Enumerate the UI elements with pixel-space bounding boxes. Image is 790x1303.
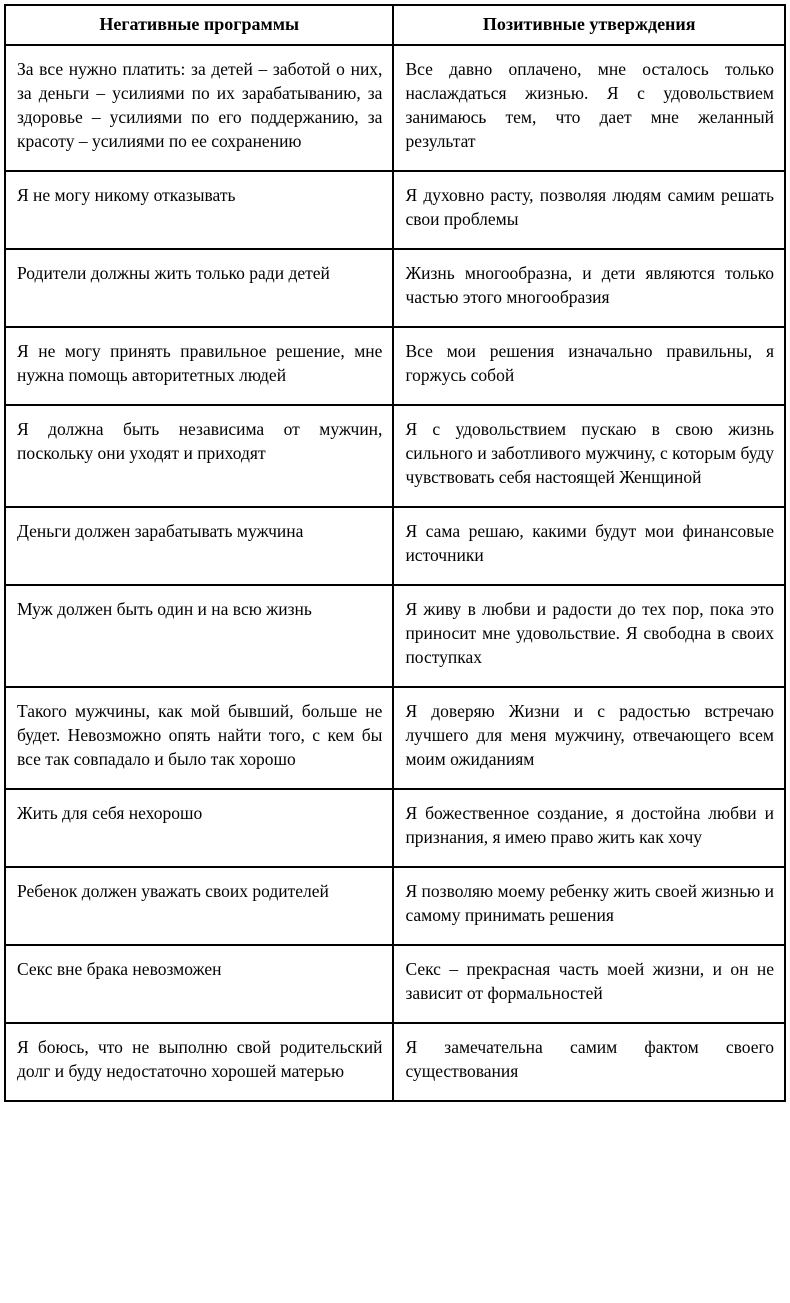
negative-program-cell: Я боюсь, что не выполню свой родительский долг и буду недостаточно хорошей матерью <box>5 1023 393 1101</box>
positive-affirmation-cell: Я позволяю моему ребенку жить своей жизнью и самому принимать решения <box>393 867 785 945</box>
negative-program-cell: Ребенок должен уважать своих родителей <box>5 867 393 945</box>
table-row <box>5 789 785 867</box>
negative-program-cell: Такого мужчины, как мой бывший, больше не будет. Невозможно опять найти того, с кем бы все так совпадало и было так хорошо <box>5 687 393 789</box>
table-row <box>5 171 785 249</box>
affirmations-table <box>4 4 786 1102</box>
positive-affirmation-cell: Я божественное создание, я достойна любви и признания, я имею право жить как хочу <box>393 789 785 867</box>
column-header-positive-affirmations: Позитивные утверждения <box>393 5 785 45</box>
negative-program-cell: Родители должны жить только ради детей <box>5 249 393 327</box>
positive-affirmation-cell: Жизнь многообразна, и дети являются только частью этого многообразия <box>393 249 785 327</box>
negative-program-cell: Секс вне брака невозможен <box>5 945 393 1023</box>
table-row <box>5 585 785 687</box>
negative-program-cell: Муж должен быть один и на всю жизнь <box>5 585 393 687</box>
table-row <box>5 687 785 789</box>
negative-program-cell: Я не могу никому отказывать <box>5 171 393 249</box>
positive-affirmation-cell: Все давно оплачено, мне осталось только наслаждаться жизнью. Я с удовольствием занимаюсь тем, что дает мне желанный результат <box>393 45 785 171</box>
table-row <box>5 45 785 171</box>
positive-affirmation-cell: Я духовно расту, позволяя людям самим решать свои проблемы <box>393 171 785 249</box>
positive-affirmation-cell: Все мои решения изначально правильны, я горжусь собой <box>393 327 785 405</box>
table-row <box>5 1023 785 1101</box>
table-row <box>5 405 785 507</box>
table-row <box>5 249 785 327</box>
table-row <box>5 327 785 405</box>
table-row <box>5 867 785 945</box>
table-body <box>5 45 785 1101</box>
column-header-negative-programs: Негативные программы <box>5 5 393 45</box>
negative-program-cell: За все нужно платить: за детей – заботой о них, за деньги – усилиями по их зарабатыванию, за здоровье – усилиями по его поддержанию, за красоту – усилиями по ее сохранению <box>5 45 393 171</box>
negative-program-cell: Деньги должен зарабатывать мужчина <box>5 507 393 585</box>
positive-affirmation-cell: Я живу в любви и радости до тех пор, пока это приносит мне удовольствие. Я свободна в своих поступках <box>393 585 785 687</box>
table-row <box>5 507 785 585</box>
positive-affirmation-cell: Я доверяю Жизни и с радостью встречаю лучшего для меня мужчину, отвечающего всем моим ожиданиям <box>393 687 785 789</box>
header-row <box>5 5 785 45</box>
negative-program-cell: Я должна быть независима от мужчин, поскольку они уходят и приходят <box>5 405 393 507</box>
negative-program-cell: Жить для себя нехорошо <box>5 789 393 867</box>
positive-affirmation-cell: Я с удовольствием пускаю в свою жизнь сильного и заботливого мужчину, с которым буду чувствовать себя настоящей Женщиной <box>393 405 785 507</box>
positive-affirmation-cell: Я замечательна самим фактом своего существования <box>393 1023 785 1101</box>
negative-program-cell: Я не могу принять правильное решение, мне нужна помощь авторитетных людей <box>5 327 393 405</box>
table-row <box>5 945 785 1023</box>
positive-affirmation-cell: Секс – прекрасная часть моей жизни, и он не зависит от формальностей <box>393 945 785 1023</box>
positive-affirmation-cell: Я сама решаю, какими будут мои финансовые источники <box>393 507 785 585</box>
